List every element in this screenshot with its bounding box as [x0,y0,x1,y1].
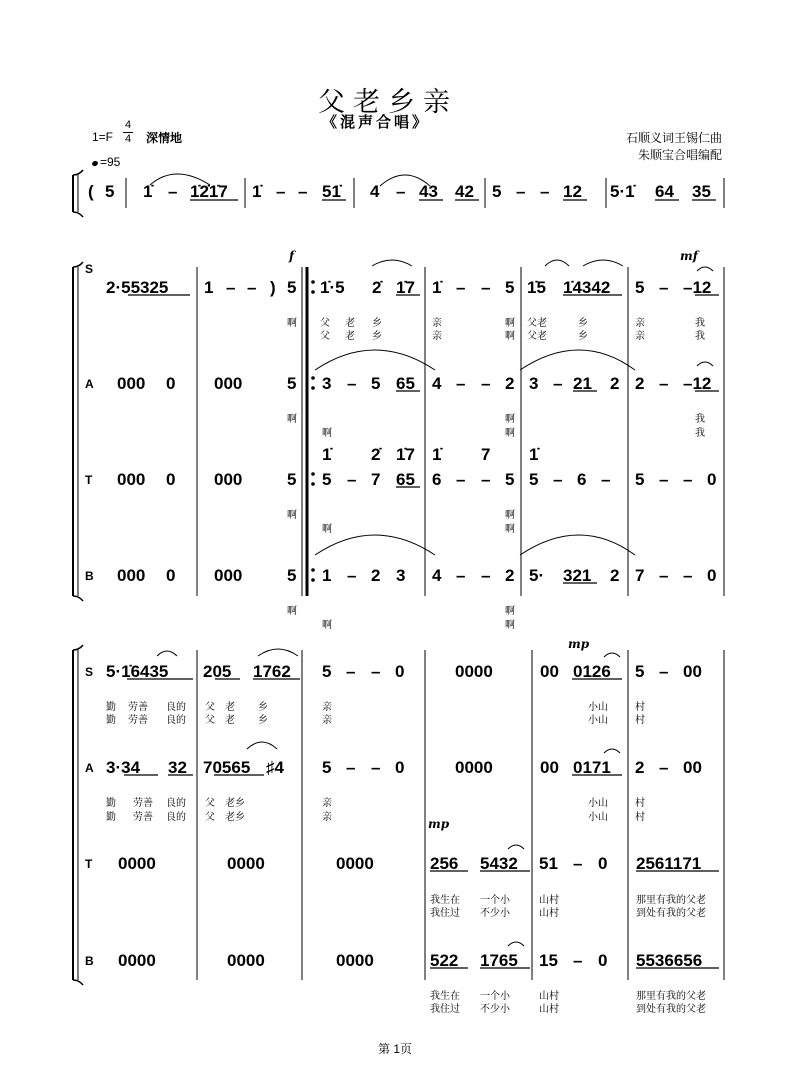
note-token: 0 [598,951,608,970]
lyric: 老 [225,702,235,713]
lyric: 啊 [505,620,515,631]
note-token: – [276,182,286,201]
lyric: 一个小 [480,895,510,906]
lyric: 勤 [106,812,116,823]
note-token: – [481,566,491,585]
note-token: – [346,662,356,681]
note-token: 7 [481,445,491,464]
lyric: 老 [225,715,235,726]
note-token: 5 [492,182,502,201]
intro-line [88,182,711,201]
note-token: 5 [529,470,539,489]
system3-bass [118,951,702,970]
note-token: 5·1̇ [610,182,635,201]
system2-barlines [197,267,724,596]
note-token: 3·34 [106,758,141,777]
note-token: 1̇ [322,445,332,464]
system3-tenor-lyrics [430,893,706,919]
note-token: ( [88,182,94,201]
note-token: – [540,182,550,201]
note-token: 5· [529,566,545,585]
note-token: 32 [168,758,187,777]
lyric: 我生在 [430,991,460,1002]
repeat-dots [311,280,315,582]
lyric: 我住过 [430,1004,460,1015]
note-token: 5 [635,662,645,681]
note-token: – [347,566,357,585]
note-token: 6 [432,470,442,489]
note-token: – [659,566,669,585]
system2-soprano-lyrics [287,316,705,342]
note-token: 0 [395,662,405,681]
note-token: 43 [419,182,438,201]
system3-soprano [106,662,702,681]
note-token: 1̇ [432,445,442,464]
lyric: 村 [635,798,645,809]
note-token: 0000 [455,662,493,681]
lyric: 良的 [166,715,186,726]
note-token: – [683,470,693,489]
system2-tenor [117,470,716,489]
note-token: 0000 [118,951,156,970]
note-token: 2 [610,566,620,585]
note-token: – [481,278,491,297]
note-token: 1̇·5 [320,278,345,297]
note-token: 000 [117,470,146,489]
lyric: 亲 [635,318,645,329]
note-token: 42 [455,182,474,201]
tempo-value: =95 [100,155,121,169]
note-token: 00 [540,662,559,681]
lyric: 亲 [322,715,332,726]
note-token: – [371,758,381,777]
lyric: 良的 [166,812,186,823]
note-token: 12 [563,182,582,201]
lyric: 村 [635,702,645,713]
lyric: 良的 [166,702,186,713]
page-number: 第 1页 [377,1042,412,1056]
note-token: 1̇4342 [563,278,611,297]
note-token: 5 [505,278,515,297]
lyric: 父老 [527,318,547,329]
note-token: 5 [635,278,645,297]
part-label-soprano: S [85,262,94,276]
lyric: 小山 [588,812,608,823]
lyric: 亲 [322,702,332,713]
part-label-alto: A [85,377,94,391]
key-signature: 1=F [92,130,114,144]
lyric: 劳善 [133,798,153,809]
lyric: 劳善 [128,702,148,713]
note-token: 2 [505,374,515,393]
note-token: – [659,470,669,489]
note-token: 0 [707,470,717,489]
note-token: 1̇7 [396,445,415,464]
subtitle: 《混声合唱》 [322,115,431,131]
note-token: 4 [432,566,442,585]
lyric: 亲 [432,318,442,329]
note-token: 1762 [253,662,291,681]
lyric: 勤 [106,798,116,809]
lyric: 啊 [505,331,515,342]
system2-bass-lyrics [287,605,515,631]
note-token: 0000 [336,951,374,970]
note-token: 000 [117,566,146,585]
note-token: 0000 [227,854,265,873]
note-token: 5 [322,758,332,777]
note-token: 0171 [573,758,611,777]
note-token: 0 [707,566,717,585]
lyric: 啊 [322,428,332,439]
note-token: 00 [683,758,702,777]
note-token: 5 [322,470,332,489]
lyric: 小山 [588,798,608,809]
note-token: 3 [396,566,406,585]
lyric: 啊 [287,606,297,617]
lyric: 我生在 [430,895,460,906]
note-token: 5 [105,182,115,201]
note-token: – [347,374,357,393]
lyric: 啊 [287,510,297,521]
lyric: 啊 [322,620,332,631]
dynamic-forte: f [289,249,295,263]
note-token: 4 [432,374,442,393]
lyric: 那里有我的父老 [636,895,706,906]
note-token: 5·1̇6435 [106,662,169,681]
lyric: 老乡 [225,812,245,823]
note-token: – [659,758,669,777]
note-token: 1̇ [252,182,262,201]
dynamic-mezzo-forte: mf [680,249,698,263]
note-token: 1̇5 [527,278,546,297]
note-token: 2 [371,566,381,585]
note-token: 1̇7 [396,278,415,297]
note-token: 1765 [480,951,518,970]
lyric: 我 [695,318,705,329]
lyric: 我 [695,331,705,342]
note-token: 2 [635,374,645,393]
note-token: 1̇ [529,445,539,464]
note-token: 5432 [480,854,518,873]
note-token: ) [270,278,276,297]
note-token: 3 [322,374,332,393]
lyric: 老乡 [225,798,245,809]
system3-alto-lyrics [106,796,645,823]
note-token: 5 [287,374,297,393]
note-token: 522 [430,951,459,970]
lyric: 小山 [588,702,608,713]
note-token: 0000 [227,951,265,970]
note-token: ♯4 [266,758,284,777]
note-token: – [396,182,406,201]
lyric: 山村 [539,908,559,919]
note-token: 2·55325 [106,278,169,297]
lyric: 亲 [635,331,645,342]
note-token: – [553,470,563,489]
part-label-soprano: S [85,665,94,679]
lyric: 啊 [505,510,515,521]
note-token: 1 [204,278,214,297]
note-token: 5 [505,470,515,489]
note-token: – [573,951,583,970]
note-token: 0 [166,374,176,393]
note-token: 21 [573,374,592,393]
note-token: – [226,278,236,297]
lyric: 乡 [258,715,268,726]
lyric: 我 [695,414,705,425]
meter-top: 4 [124,119,132,131]
note-token: 0126 [573,662,611,681]
note-token: 0 [395,758,405,777]
note-token: 256 [430,854,459,873]
note-token: 64 [655,182,674,201]
note-token: – [601,470,611,489]
note-token: 51 [539,854,558,873]
note-token: – [573,854,583,873]
lyric: 不少小 [480,1004,510,1015]
lyric: 啊 [287,318,297,329]
system2-alto-lyrics [287,412,705,439]
note-token: 7 [635,566,645,585]
system2-alto [117,374,711,393]
dynamic-mezzo-piano: mp [428,817,450,831]
note-token: 1 [322,566,332,585]
note-token: 0 [166,470,176,489]
note-token: 6 [577,470,587,489]
expression-mark: 深情地 [146,131,183,145]
lyric: 劳善 [128,715,148,726]
lyric: 乡 [258,702,268,713]
note-token: –12 [683,374,712,393]
lyric: 父 [205,798,215,809]
lyric: 啊 [322,524,332,535]
lyric: 乡 [578,331,588,342]
lyric: 亲 [322,798,332,809]
note-token: – [347,470,357,489]
note-token: – [659,374,669,393]
lyric: 不少小 [480,908,510,919]
note-token: 70565 [203,758,251,777]
note-token: – [553,374,563,393]
part-label-bass: B [85,954,94,968]
system2-tenor-upper [322,445,540,464]
note-token: 2 [505,566,515,585]
note-token: 5 [371,374,381,393]
lyric: 到处有我的父老 [636,1004,706,1015]
note-token: – [683,566,693,585]
credit-arranger: 朱顺宝合唱编配 [637,148,722,162]
lyric: 乡 [578,318,588,329]
note-token: 35 [692,182,711,201]
note-token: – [659,662,669,681]
lyric: 乡 [372,318,382,329]
dynamic-mezzo-piano: mp [568,637,590,651]
lyric: 村 [635,812,645,823]
note-token: – [247,278,257,297]
note-token: 00 [540,758,559,777]
note-token: – [659,278,669,297]
lyric: 啊 [287,414,297,425]
note-token: 4 [370,182,380,201]
note-token: – [168,182,178,201]
lyric: 啊 [505,606,515,617]
meter-bottom: 4 [124,133,132,145]
lyric: 良的 [166,798,186,809]
lyric: 啊 [505,524,515,535]
lyric: 啊 [505,414,515,425]
note-token: 1̇ [143,182,153,201]
lyric: 小山 [588,715,608,726]
note-token: – [371,662,381,681]
lyric: 劳善 [133,812,153,823]
note-token: 5536656 [636,951,703,970]
lyric: 乡 [372,331,382,342]
note-token: – [456,278,466,297]
system3-soprano-lyrics [106,700,645,726]
lyric: 山村 [539,991,559,1002]
lyric: 父老 [527,331,547,342]
note-token: – [481,374,491,393]
note-token: 2 [635,758,645,777]
system2-tenor-lyrics [287,509,515,535]
lyric: 亲 [432,331,442,342]
note-token: 65 [396,470,415,489]
lyric: 父 [320,318,330,329]
note-token: 0 [598,854,608,873]
lyric: 老 [345,331,355,342]
note-token: 65 [396,374,415,393]
note-token: 0000 [336,854,374,873]
note-token: 2̇ [371,445,381,464]
note-token: 5 [322,662,332,681]
note-token: – [456,374,466,393]
lyric: 父 [205,812,215,823]
note-token: – [516,182,526,201]
lyric: 一个小 [480,991,510,1002]
system3-bass-lyrics [430,989,706,1015]
note-token: 15 [539,951,558,970]
part-label-alto: A [85,761,94,775]
note-token: – [298,182,308,201]
lyric: 到处有我的父老 [636,908,706,919]
part-label-tenor: T [85,473,93,487]
note-token: 51̇ [322,182,341,201]
lyric: 亲 [322,812,332,823]
note-token: 000 [117,374,146,393]
note-token: – [346,758,356,777]
note-token: 3 [529,374,539,393]
lyric: 我 [695,428,705,439]
note-token: 7 [371,470,381,489]
lyric: 父 [320,331,330,342]
note-token: – [456,566,466,585]
note-token: 000 [214,470,243,489]
note-token: 1̇ [432,278,442,297]
lyric: 父 [205,702,215,713]
lyric: 啊 [505,428,515,439]
credit-composer: 石顺义词王锡仁曲 [625,131,722,145]
note-token: 321 [563,566,592,585]
note-token: 00 [683,662,702,681]
lyric: 父 [205,715,215,726]
system3-tenor [118,854,701,873]
lyric: 勤 [106,702,116,713]
note-token: – [481,470,491,489]
lyric: 啊 [505,318,515,329]
lyric: 那里有我的父老 [636,991,706,1002]
note-token: 0000 [455,758,493,777]
note-token: 000 [214,374,243,393]
lyric: 勤 [106,715,116,726]
system2-bass [117,566,716,585]
note-token: – [456,470,466,489]
lyric: 山村 [539,895,559,906]
note-token: 205 [203,662,232,681]
note-token: 1̇2̇1̇7 [190,182,228,201]
lyric: 山村 [539,1004,559,1015]
note-token: 2561171 [636,854,702,873]
lyric: 老 [345,318,355,329]
page-title: 父老乡亲 [318,87,458,118]
note-token: 2 [610,374,620,393]
note-token: 2̇ [372,278,382,297]
system3-alto [106,758,702,777]
note-token: 5 [635,470,645,489]
note-token: 5 [287,566,297,585]
lyric: 我住过 [430,908,460,919]
part-label-tenor: T [85,857,93,871]
note-token: 0000 [118,854,156,873]
note-token: 5 [287,278,297,297]
note-token: 5 [287,470,297,489]
note-token: 0 [166,566,176,585]
note-token: –12 [683,278,712,297]
note-token: 000 [214,566,243,585]
part-label-bass: B [85,569,94,583]
lyric: 村 [635,715,645,726]
